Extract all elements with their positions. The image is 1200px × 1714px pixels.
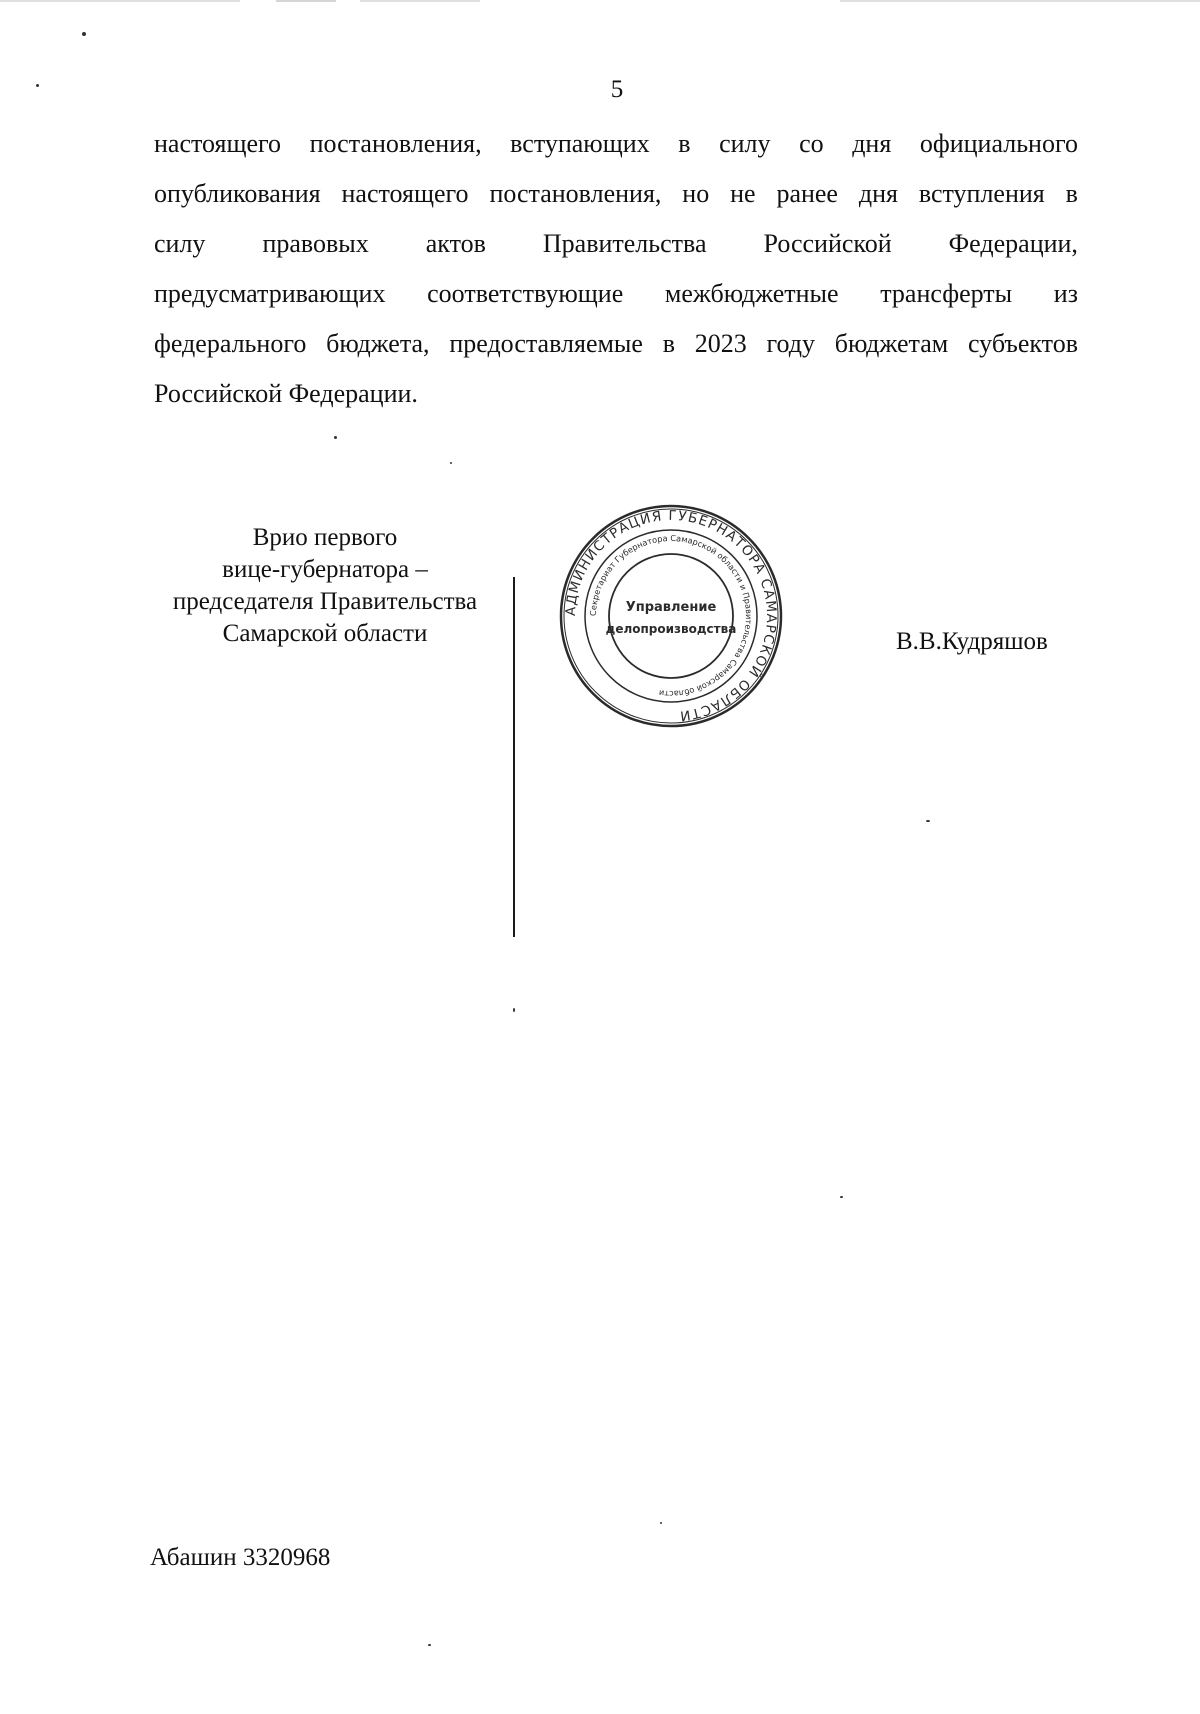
word: соответствующие [427,279,624,308]
signatory-title-line: вице-губернатора – [222,556,428,583]
word: опубликования [154,179,321,208]
word: со [799,129,824,158]
signature-stroke [513,577,515,937]
signatory-title-line: председателя Правительства [172,588,478,615]
scan-speck [513,1008,515,1012]
seal-center-line-1: Управление [625,600,717,615]
word: Российской Федерации. [154,379,418,408]
word: Правительства [542,229,707,258]
seal-inner-text: Секретариат Губернатора Самарской области и Правительства Самарской области [587,532,755,700]
word: силу [154,229,206,258]
official-seal [558,503,784,729]
word: постановления, [489,179,662,208]
seal-outer-text: АДМИНИСТРАЦИЯ ГУБЕРНАТОРА САМАРСКОЙ ОБЛАСТИ [562,507,780,724]
word: официального [919,129,1078,158]
word: постановления, [309,129,482,158]
body-line-3 [154,219,1078,269]
page-number: 5 [610,76,624,103]
word: в [662,329,675,358]
seal-center-line-2: делопроизводства [605,622,737,636]
word: дня [852,129,892,158]
word: не [730,179,756,208]
word: настоящего [341,179,469,208]
signatory-title-line: Самарской области [222,620,428,647]
scan-speck [82,32,86,36]
word: трансферты [880,279,1013,308]
signatory-name: В.В.Кудряшов [896,628,1048,655]
word: правовых [262,229,369,258]
scan-edge [0,0,1200,2]
word: из [1053,279,1078,308]
word: актов [425,229,486,258]
scan-speck [36,84,39,87]
word: но [682,179,710,208]
word: бюджетам [834,329,949,358]
word: в [1065,179,1078,208]
body-line-1 [154,119,1078,169]
word: ранее [776,179,838,208]
body-line-6 [154,369,1078,419]
scan-speck [926,820,930,822]
word: субъектов [967,329,1078,358]
word: предусматривающих [154,279,386,308]
body-line-5 [154,319,1078,369]
signatory-title [140,522,510,650]
word: вступления [918,179,1045,208]
seal-middle-ring [585,530,757,702]
signatory-title-line: Врио первого [252,524,398,551]
word: настоящего [154,129,282,158]
scan-speck [660,1522,662,1524]
word: бюджета, [326,329,430,358]
word: в [678,129,691,158]
word: 2023 [694,329,747,358]
word: году [766,329,816,358]
scan-speck [334,436,337,439]
word: вступающих [510,129,650,158]
word: предоставляемые [449,329,643,358]
scan-speck [428,1644,431,1646]
scan-speck [840,1196,843,1198]
word: Федерации, [948,229,1078,258]
scan-speck [450,462,452,464]
word: дня [858,179,898,208]
word: межбюджетные [664,279,839,308]
body-line-2 [154,169,1078,219]
body-line-4 [154,269,1078,319]
body-paragraph [154,119,1078,419]
word: федерального [154,329,307,358]
seal-inner-ring [609,554,733,678]
executor-note: Абашин 3320968 [150,1544,331,1571]
word: Российской [763,229,892,258]
word: силу [719,129,771,158]
